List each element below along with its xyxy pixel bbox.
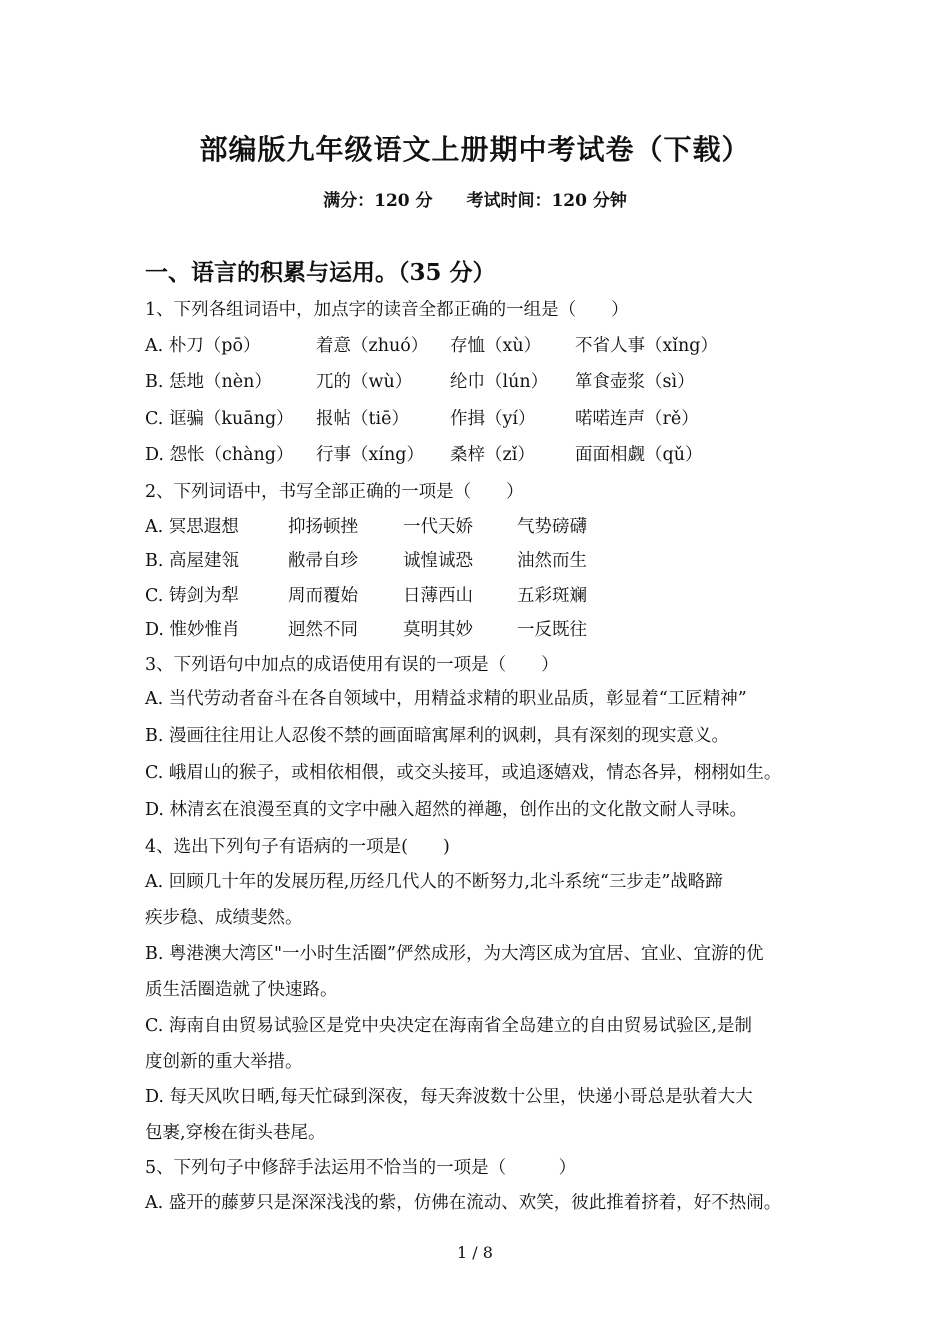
q2-d-4: 一反既往 (517, 620, 587, 640)
q5-stem: 5、下列句子中修辞手法运用不恰当的一项是（ ） (145, 1158, 577, 1178)
q4-option-a-line2: 疾步稳、成绩斐然。 (145, 908, 303, 928)
q3-option-a: A. 当代劳动者奋斗在各自领域中，用精益求精的职业品质，彰显着“工匠精神” (145, 689, 747, 709)
q1-b-3: 纶巾（lún） (450, 372, 549, 392)
q1-b-4: 箪食壶浆（sì） (575, 372, 695, 392)
page-title: 部编版九年级语文上册期中考试卷（下载） (199, 133, 751, 166)
q1-c-4: 喏喏连声（rě） (575, 409, 699, 429)
q2-c-4: 五彩斑斓 (517, 586, 587, 606)
q1-d-4: 面面相觑（qǔ） (575, 445, 703, 465)
q2-b-3: 诚惶诚恐 (403, 551, 473, 571)
q4-option-b-line1: B. 粤港澳大湾区"一小时生活圈”俨然成形，为大湾区成为宜居、宜业、宜游的优 (145, 944, 764, 964)
q4-stem: 4、选出下列句子有语病的一项是( ) (145, 837, 450, 857)
q2-b-1: B. 高屋建瓴 (145, 551, 239, 571)
q4-option-d-line2: 包裹,穿梭在街头巷尾。 (145, 1123, 326, 1143)
q2-d-3: 莫明其妙 (403, 620, 473, 640)
exam-time: 考试时间：120 分钟 (466, 191, 627, 211)
q1-a-1: A. 朴刀（pō） (145, 336, 261, 356)
q1-d-2: 行事（xíng） (316, 445, 424, 465)
q2-d-1: D. 惟妙惟肖 (145, 620, 240, 640)
q2-b-2: 敝帚自珍 (288, 551, 358, 571)
q2-a-3: 一代天娇 (403, 517, 473, 537)
q2-stem: 2、下列词语中，书写全部正确的一项是（ ） (145, 482, 524, 502)
q3-option-d: D. 林清玄在浪漫至真的文字中融入超然的禅趣，创作出的文化散文耐人寻味。 (145, 800, 748, 820)
q1-d-3: 桑梓（zǐ） (450, 445, 535, 465)
q1-a-3: 存恤（xù） (450, 336, 542, 356)
q1-b-2: 兀的（wù） (316, 372, 413, 392)
q2-c-3: 日薄西山 (403, 586, 473, 606)
q2-a-1: A. 冥思遐想 (145, 517, 239, 537)
q1-c-2: 报帖（tiē） (316, 409, 409, 429)
q1-c-1: C. 诓骗（kuāng） (145, 409, 294, 429)
q1-d-1: D. 怨怅（chàng） (145, 445, 294, 465)
q5-option-a: A. 盛开的藤萝只是深深浅浅的紫，仿佛在流动、欢笑，彼此推着挤着，好不热闹。 (145, 1193, 782, 1213)
q2-b-4: 油然而生 (517, 551, 587, 571)
exam-info (0, 186, 950, 211)
q3-stem: 3、下列语句中加点的成语使用有误的一项是（ ） (145, 655, 559, 675)
q4-option-a-line1: A. 回顾几十年的发展历程,历经几代人的不断努力,北斗系统“三步走”战略蹄 (145, 872, 723, 892)
q2-a-4: 气势磅礴 (517, 517, 587, 537)
full-score: 满分：120 分 (323, 191, 433, 211)
q1-b-1: B. 恁地（nèn） (145, 372, 272, 392)
q3-option-c: C. 峨眉山的猴子，或相依相偎，或交头接耳，或追逐嬉戏，情态各异，栩栩如生。 (145, 763, 782, 783)
q2-d-2: 迥然不同 (288, 620, 358, 640)
q2-a-2: 抑扬顿挫 (288, 517, 358, 537)
q2-c-2: 周而覆始 (288, 586, 358, 606)
q3-option-b: B. 漫画往往用让人忍俊不禁的画面暗寓犀利的讽刺，具有深刻的现实意义。 (145, 726, 729, 746)
q1-stem: 1、下列各组词语中，加点字的读音全都正确的一组是（ ） (145, 300, 629, 320)
q2-c-1: C. 铸剑为犁 (145, 586, 239, 606)
q1-a-4: 不省人事（xǐng） (575, 336, 718, 356)
q1-c-3: 作揖（yí） (450, 409, 536, 429)
section-heading: 一、语言的积累与运用。（35 分） (145, 259, 496, 286)
q4-option-c-line1: C. 海南自由贸易试验区是党中央决定在海南省全岛建立的自由贸易试验区,是制 (145, 1016, 752, 1036)
q4-option-c-line2: 度创新的重大举措。 (145, 1052, 303, 1072)
q4-option-b-line2: 质生活圈造就了快速路。 (145, 980, 338, 1000)
q4-option-d-line1: D. 每天风吹日晒,每天忙碌到深夜，每天奔波数十公里，快递小哥总是驮着大大 (145, 1087, 753, 1107)
q1-a-2: 着意（zhuó） (316, 336, 429, 356)
page-number: 1 / 8 (457, 1243, 493, 1262)
